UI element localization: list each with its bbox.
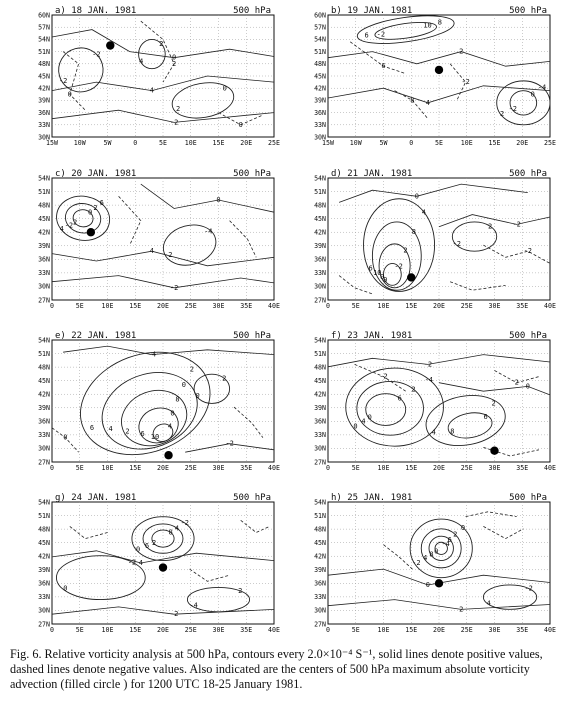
y-tick-label: 42N — [38, 84, 50, 93]
contour-value-label: -2 — [58, 76, 68, 85]
y-tick-label: 33N — [38, 269, 50, 278]
contour-value-label: 2 — [499, 109, 505, 118]
advection-center-marker — [407, 273, 415, 281]
y-tick-label: 54N — [38, 498, 50, 507]
advection-center-marker — [106, 41, 114, 49]
x-tick-label: 40E — [268, 464, 280, 472]
contour-value-label: 2 — [72, 218, 78, 227]
x-tick-label: 25E — [184, 626, 197, 634]
y-tick-label: 30N — [38, 282, 50, 291]
contour-value-label: 0 — [171, 53, 177, 62]
contour-value-label: -2 — [180, 519, 189, 528]
y-tick-label: 48N — [38, 201, 50, 210]
contour-value-label: 4 — [59, 225, 64, 234]
contour-value-label: 6 — [447, 535, 452, 544]
x-tick-label: 25E — [184, 302, 197, 310]
panel-label: b) 19 JAN. 1981 — [331, 6, 413, 16]
contour-value-label: 4 — [431, 428, 436, 437]
x-tick-label: 5E — [159, 139, 167, 147]
x-tick-label: 20E — [157, 302, 169, 310]
y-tick-label: 60N — [314, 11, 326, 20]
y-tick-label: 27N — [314, 458, 326, 467]
contour-value-label: 4 — [149, 247, 155, 256]
x-tick-label: 20E — [433, 302, 445, 310]
y-tick-label: 33N — [38, 431, 50, 440]
y-tick-label: 36N — [314, 255, 326, 264]
y-tick-label: 27N — [314, 620, 326, 629]
y-tick-label: 36N — [38, 579, 50, 588]
panel-level: 500 hPa — [233, 493, 271, 503]
panel-a — [34, 5, 282, 148]
x-tick-label: 40E — [544, 302, 556, 310]
y-tick-label: 51N — [38, 47, 50, 56]
x-tick-label: 20E — [433, 626, 445, 634]
x-tick-label: 15E — [129, 626, 142, 634]
contour-value-label: 6 — [381, 62, 386, 71]
x-tick-label: 10E — [460, 139, 473, 147]
contour-value-label: 2 — [238, 587, 243, 596]
contour-value-label: 4 — [139, 57, 144, 66]
x-tick-label: 40E — [268, 626, 280, 634]
contour-value-label: -2 — [169, 610, 179, 619]
contour-value-label: -2 — [452, 239, 461, 248]
panel-level: 500 hPa — [233, 6, 271, 16]
y-tick-label: 42N — [38, 228, 50, 237]
y-tick-label: 45N — [38, 72, 50, 81]
x-tick-label: 5E — [351, 626, 360, 634]
y-tick-label: 39N — [38, 566, 50, 575]
contour-value-label: 4 — [138, 559, 143, 567]
y-tick-label: 39N — [38, 404, 50, 413]
contour-value-label: -2 — [423, 360, 433, 369]
y-tick-label: 39N — [38, 96, 50, 105]
y-tick-label: 36N — [314, 417, 326, 426]
x-tick-label: 20E — [240, 139, 253, 147]
y-tick-label: 33N — [314, 593, 326, 602]
y-tick-label: 33N — [314, 269, 326, 278]
contour-value-label: 0 — [380, 272, 385, 281]
contour-value-label: 0 — [238, 120, 243, 129]
x-tick-label: 30E — [212, 464, 225, 472]
x-tick-label: 0 — [50, 464, 54, 472]
contour-value-label: 8 — [450, 427, 455, 436]
x-tick-label: 5E — [351, 302, 360, 310]
x-tick-label: 5E — [351, 464, 360, 472]
x-tick-label: 25E — [460, 464, 473, 472]
panel-label: f) 23 JAN. 1981 — [331, 331, 413, 341]
contour-value-label: 4 — [423, 554, 428, 563]
contour-value-label: -2 — [379, 372, 388, 381]
y-tick-label: 27N — [38, 296, 50, 305]
y-tick-label: 45N — [38, 214, 50, 223]
y-tick-label: 33N — [314, 431, 326, 440]
y-tick-label: 27N — [314, 296, 326, 305]
x-tick-label: 35E — [240, 464, 253, 472]
contour-value-label: 2 — [171, 59, 177, 68]
y-tick-label: 48N — [38, 363, 50, 372]
y-tick-label: 57N — [314, 23, 326, 32]
x-tick-label: 25E — [460, 302, 473, 310]
x-tick-label: 25E — [184, 464, 197, 472]
y-tick-label: 39N — [38, 242, 50, 251]
y-tick-label: 33N — [38, 121, 50, 130]
contour-value-label: 10 — [423, 21, 432, 30]
contour-value-label: 0 — [434, 547, 439, 556]
x-tick-label: 15E — [405, 626, 418, 634]
x-tick-label: 25E — [268, 139, 280, 147]
contour-value-label: 4 — [149, 86, 155, 95]
panel-label: c) 20 JAN. 1981 — [55, 169, 137, 179]
panel-f — [310, 330, 558, 473]
contour-value-label: 0 — [367, 413, 372, 422]
contour-value-label: 2 — [222, 374, 227, 383]
panel-level: 500 hPa — [509, 6, 547, 16]
x-tick-label: 5W — [379, 139, 388, 147]
y-tick-label: 36N — [314, 579, 326, 588]
advection-center-marker — [490, 447, 498, 455]
y-tick-label: 30N — [314, 133, 326, 142]
x-tick-label: 35E — [516, 626, 529, 634]
contour-value-label: 2 — [93, 204, 98, 213]
x-tick-label: 0 — [50, 302, 54, 310]
advection-center-marker — [435, 579, 443, 587]
contour-value-label: 10 — [373, 269, 382, 278]
y-tick-label: 30N — [314, 282, 326, 291]
advection-center-marker — [159, 563, 167, 571]
contour-value-label: 2 — [175, 104, 181, 113]
figure-caption: Fig. 6. Relative vorticity analysis at 500 hPa, contours every 2.0×10⁻⁴ S⁻¹, solid lines denote positive values, dashed lines denote negative values. Also indicated are the centers of 500 hPa maximum absolute vorticity advection (filled circle ) for 1200 UTC 18-25 January 1981. — [10, 647, 543, 691]
contour-value-label: 2 — [459, 605, 464, 614]
contour-value-label: -2 — [524, 584, 533, 593]
y-tick-label: 39N — [314, 404, 326, 413]
x-tick-label: 30E — [212, 626, 225, 634]
y-tick-label: 54N — [314, 174, 326, 183]
panel-label: e) 22 JAN. 1981 — [55, 331, 137, 341]
x-tick-label: 15E — [212, 139, 225, 147]
contour-value-label: 2 — [459, 47, 464, 56]
y-tick-label: 30N — [38, 133, 50, 142]
x-tick-label: 10E — [101, 464, 114, 472]
y-tick-label: 45N — [314, 214, 326, 223]
y-tick-label: 45N — [38, 538, 50, 547]
x-tick-label: 30E — [488, 626, 501, 634]
contour-value-label: -4 — [537, 83, 547, 92]
panel-label: a) 18 JAN. 1981 — [55, 6, 137, 16]
y-tick-label: 48N — [314, 525, 326, 534]
contour-value-label: -2 — [92, 50, 101, 59]
contour-value-label: 2 — [514, 378, 519, 387]
x-tick-label: 20E — [157, 464, 169, 472]
contour-value-label: -2 — [523, 247, 533, 256]
contour-value-label: 8 — [437, 18, 442, 27]
x-tick-label: 40E — [544, 464, 556, 472]
contour-value-label: 4 — [174, 524, 180, 533]
y-tick-label: 51N — [38, 511, 50, 520]
contour-value-label: 6 — [89, 423, 95, 432]
contour-value-label: -2 — [164, 250, 173, 259]
contour-value-label: 0 — [181, 381, 186, 390]
contour-value-label: 8 — [429, 550, 434, 559]
y-tick-label: 36N — [38, 255, 50, 264]
contour-value-label: 0 — [525, 382, 530, 391]
y-tick-label: 45N — [314, 376, 326, 385]
contour-value-label: 0 — [425, 580, 431, 589]
contour-value-label: 8 — [410, 96, 415, 105]
contour-value-label: 8 — [168, 528, 173, 537]
contour-value-label: -4 — [204, 227, 213, 236]
y-tick-label: 48N — [38, 60, 50, 69]
contour-value-label: 2 — [453, 530, 458, 539]
x-tick-label: 10E — [377, 302, 390, 310]
panel-b — [310, 5, 558, 148]
contour-value-label: 4 — [108, 425, 113, 434]
y-tick-label: 54N — [38, 336, 50, 345]
contour-value-label: 6 — [368, 264, 373, 273]
y-tick-label: 57N — [38, 23, 50, 32]
panel-level: 500 hPa — [233, 169, 271, 179]
x-tick-label: 10E — [101, 302, 114, 310]
contour-value-label: 6 — [483, 412, 488, 421]
contour-value-label: 6 — [140, 429, 145, 438]
contour-value-label: 2 — [491, 399, 496, 408]
contour-value-label: -4 — [147, 350, 157, 359]
contour-value-label: -2 — [225, 439, 234, 448]
x-tick-label: 15W — [322, 139, 334, 147]
contour-value-label: -2 — [461, 78, 470, 87]
y-tick-label: 30N — [38, 444, 50, 453]
panel-level: 500 hPa — [233, 331, 271, 341]
x-tick-label: 30E — [488, 464, 501, 472]
y-tick-label: 42N — [38, 552, 50, 561]
contour-value-label: 0 — [136, 545, 141, 554]
contour-value-label: 6 — [99, 198, 104, 207]
contour-value-label: 6 — [364, 31, 369, 40]
contour-value-label: 8 — [411, 228, 417, 237]
panel-d — [310, 168, 558, 311]
contour-value-label: -2 — [512, 220, 521, 229]
contour-value-label: 0 — [383, 275, 388, 284]
y-tick-label: 51N — [314, 187, 326, 196]
contour-value-label: -2 — [412, 559, 421, 567]
y-tick-label: 27N — [38, 458, 50, 467]
y-tick-label: 30N — [314, 606, 326, 615]
panel-g — [34, 492, 282, 635]
contour-value-label: -2 — [169, 118, 179, 127]
y-tick-label: 45N — [314, 538, 326, 547]
y-tick-label: 39N — [314, 96, 326, 105]
contour-value-label: -2 — [64, 221, 74, 230]
y-tick-label: 42N — [38, 390, 50, 399]
panel-c — [34, 168, 282, 311]
x-tick-label: 20E — [433, 464, 445, 472]
y-tick-label: 54N — [314, 35, 326, 44]
x-tick-label: 15E — [129, 464, 142, 472]
x-tick-label: 25E — [460, 626, 473, 634]
contour-value-label: 4 — [486, 599, 491, 608]
x-tick-label: 35E — [516, 464, 529, 472]
contour-value-label: -2 — [394, 262, 403, 271]
contour-value-label: 0 — [170, 409, 175, 418]
y-tick-label: 51N — [38, 349, 50, 358]
x-tick-label: 35E — [240, 302, 253, 310]
contour-value-label: -2 — [376, 30, 386, 39]
panel-level: 500 hPa — [509, 169, 547, 179]
contour-value-label: 0 — [353, 422, 358, 431]
contour-value-label: 0 — [216, 195, 221, 204]
contour-value-label: 0 — [63, 433, 68, 442]
y-tick-label: 39N — [314, 242, 326, 251]
x-tick-label: 5E — [75, 302, 84, 310]
contour-value-label: 0 — [222, 84, 227, 93]
y-tick-label: 36N — [38, 108, 50, 117]
x-tick-label: 15E — [405, 464, 418, 472]
x-tick-label: 0 — [326, 302, 330, 310]
advection-center-marker — [164, 451, 172, 459]
contour-value-label: 0 — [460, 523, 466, 532]
x-tick-label: 10W — [73, 139, 86, 147]
contour-value-label: 0 — [87, 208, 93, 217]
y-tick-label: 51N — [314, 47, 326, 56]
y-tick-label: 42N — [314, 552, 326, 561]
y-tick-label: 45N — [314, 72, 326, 81]
contour-value-label: -2 — [169, 283, 179, 292]
y-tick-label: 42N — [314, 228, 326, 237]
advection-center-marker — [87, 228, 95, 236]
x-tick-label: 15E — [129, 302, 142, 310]
contour-value-label: 4 — [425, 98, 431, 107]
x-tick-label: 10E — [377, 464, 390, 472]
y-tick-label: 39N — [314, 566, 326, 575]
y-tick-label: 42N — [314, 84, 326, 93]
y-tick-label: 60N — [38, 11, 50, 20]
panel-h — [310, 492, 558, 635]
x-tick-label: 40E — [268, 302, 280, 310]
y-tick-label: 27N — [38, 620, 50, 629]
x-tick-label: 15E — [405, 302, 418, 310]
x-tick-label: 35E — [516, 302, 529, 310]
contour-value-label: -2 — [508, 104, 517, 113]
y-tick-label: 33N — [38, 593, 50, 602]
x-tick-label: 5E — [435, 139, 443, 147]
contour-value-label: 6 — [397, 394, 402, 403]
contour-value-label: 4 — [421, 208, 427, 217]
x-tick-label: 5E — [75, 626, 84, 634]
x-tick-label: 20E — [516, 139, 529, 147]
contour-value-label: 0 — [67, 90, 72, 99]
contour-value-label: -2 — [127, 558, 137, 567]
y-tick-label: 54N — [314, 498, 326, 507]
y-tick-label: 51N — [314, 511, 326, 520]
y-tick-label: 54N — [38, 35, 50, 44]
x-tick-label: 10E — [184, 139, 197, 147]
contour-value-label: 2 — [403, 246, 408, 255]
y-tick-label: 36N — [38, 417, 50, 426]
x-tick-label: 15E — [488, 139, 501, 147]
contour-value-label: 2 — [411, 385, 416, 394]
y-tick-label: 48N — [314, 201, 326, 210]
x-tick-label: 30E — [212, 302, 225, 310]
y-tick-label: 42N — [314, 390, 326, 399]
y-tick-label: 45N — [38, 376, 50, 385]
x-tick-label: 0 — [326, 626, 330, 634]
y-tick-label: 51N — [314, 349, 326, 358]
contour-value-label: -4 — [441, 540, 450, 549]
y-tick-label: 54N — [38, 174, 50, 183]
x-tick-label: 5E — [75, 464, 84, 472]
x-tick-label: 5W — [103, 139, 112, 147]
contour-value-label: 2 — [487, 222, 493, 231]
x-tick-label: 0 — [326, 464, 330, 472]
contour-value-label: 2 — [189, 365, 194, 374]
contour-value-label: 0 — [414, 192, 419, 201]
x-tick-label: 0 — [50, 626, 54, 634]
y-tick-label: 30N — [38, 606, 50, 615]
contour-value-label: 4 — [167, 422, 173, 431]
contour-value-label: 0 — [530, 90, 535, 99]
y-tick-label: 33N — [314, 121, 326, 130]
x-tick-label: 20E — [157, 626, 169, 634]
panel-label: d) 21 JAN. 1981 — [331, 169, 413, 179]
x-tick-label: 0 — [409, 139, 414, 147]
panel-e — [34, 330, 282, 473]
panel-label: g) 24 JAN. 1981 — [55, 493, 137, 503]
y-tick-label: 51N — [38, 187, 50, 196]
y-tick-label: 48N — [314, 60, 326, 69]
x-tick-label: 15W — [46, 139, 58, 147]
y-tick-label: 48N — [38, 525, 50, 534]
contour-value-label: 8 — [175, 395, 180, 404]
contour-value-label: 2 — [152, 538, 157, 547]
x-tick-label: 35E — [240, 626, 253, 634]
x-tick-label: 0 — [133, 139, 138, 147]
x-tick-label: 30E — [488, 302, 501, 310]
contour-value-label: 0 — [63, 584, 68, 593]
contour-value-label: 2 — [159, 39, 164, 48]
y-tick-label: 48N — [314, 363, 326, 372]
x-tick-label: 10W — [349, 139, 362, 147]
x-tick-label: 10E — [377, 626, 390, 634]
contour-value-label: -4 — [189, 601, 198, 610]
x-tick-label: 25E — [544, 139, 556, 147]
y-tick-label: 36N — [314, 108, 326, 117]
contour-value-label: 4 — [361, 417, 366, 426]
y-tick-label: 30N — [314, 444, 326, 453]
contour-value-label: 10 — [150, 432, 160, 441]
y-tick-label: 54N — [314, 336, 326, 345]
panel-label: h) 25 JAN. 1981 — [331, 493, 413, 503]
contour-value-label: 6 — [144, 541, 150, 550]
x-tick-label: 40E — [544, 626, 556, 634]
panel-level: 500 hPa — [509, 493, 547, 503]
x-tick-label: 10E — [101, 626, 114, 634]
contour-value-label: -4 — [424, 375, 434, 384]
advection-center-marker — [435, 66, 443, 74]
panel-level: 500 hPa — [509, 331, 547, 341]
contour-value-label: 2 — [125, 427, 130, 436]
contour-value-label: 0 — [195, 392, 200, 401]
